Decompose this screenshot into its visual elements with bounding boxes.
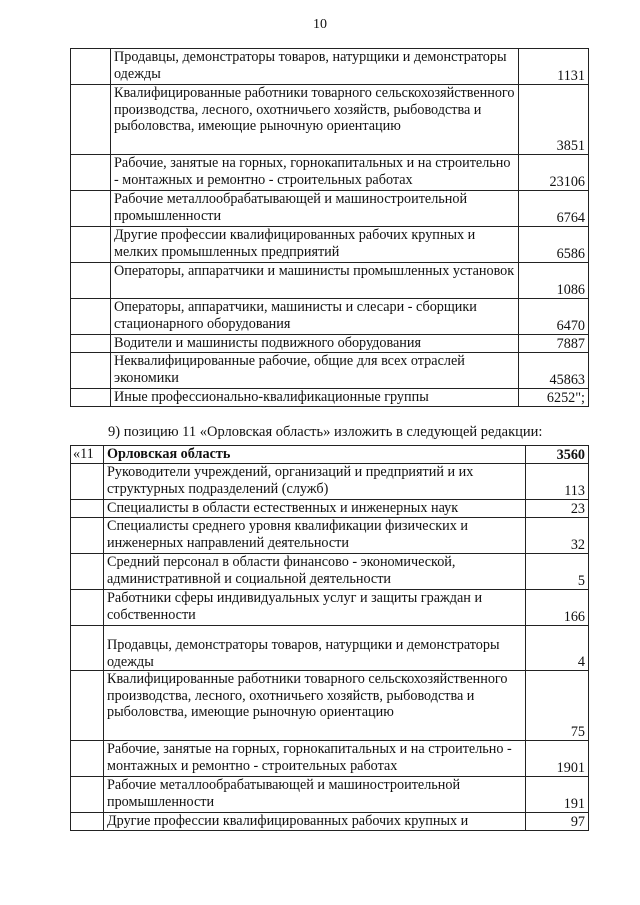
table-row bbox=[71, 263, 589, 299]
value-cell: 6252"; bbox=[519, 389, 589, 407]
occupation-cell: Операторы, аппаратчики, машинисты и слесари - сборщики стационарного оборудования bbox=[111, 299, 519, 335]
value-cell: 166 bbox=[526, 590, 589, 626]
occupation-cell: Операторы, аппаратчики и машинисты промышленных установок bbox=[111, 263, 519, 299]
table-row bbox=[71, 227, 589, 263]
occupation-cell: Специалисты среднего уровня квалификации физических и инженерных направлений деятельности bbox=[104, 518, 526, 554]
table-row bbox=[71, 155, 589, 191]
table1-body bbox=[71, 49, 589, 407]
occupation-cell: Рабочие металлообрабатывающей и машиностроительной промышленности bbox=[104, 777, 526, 813]
value-cell: 1901 bbox=[526, 741, 589, 777]
table-row bbox=[71, 85, 589, 155]
value-cell: 45863 bbox=[519, 353, 589, 389]
region-header-row bbox=[71, 446, 589, 464]
table-row bbox=[71, 777, 589, 813]
value-cell: 23106 bbox=[519, 155, 589, 191]
table-row bbox=[71, 389, 589, 407]
value-cell: 5 bbox=[526, 554, 589, 590]
value-cell: 97 bbox=[526, 813, 589, 831]
occupation-cell: Другие профессии квалифицированных рабочих крупных и мелких промышленных предприятий bbox=[111, 227, 519, 263]
table-row bbox=[71, 299, 589, 335]
occupation-cell: Водители и машинисты подвижного оборудования bbox=[111, 335, 519, 353]
value-cell: 6586 bbox=[519, 227, 589, 263]
occupation-cell: Иные профессионально-квалификационные группы bbox=[111, 389, 519, 407]
region-name: Орловская область bbox=[104, 446, 526, 464]
occupation-cell: Неквалифицированные рабочие, общие для всех отраслей экономики bbox=[111, 353, 519, 389]
orel-region-table bbox=[70, 445, 589, 831]
table-row bbox=[71, 626, 589, 671]
table-row bbox=[71, 554, 589, 590]
table-row bbox=[71, 741, 589, 777]
occupation-cell: Средний персонал в области финансово - экономической, административной и социальной деятельности bbox=[104, 554, 526, 590]
value-cell: 6764 bbox=[519, 191, 589, 227]
table-row bbox=[71, 335, 589, 353]
occupation-cell: Квалифицированные работники товарного сельскохозяйственного производства, лесного, охотничьего хозяйств, рыбоводства и рыболовства, имеющие рыночную ориентацию bbox=[104, 671, 526, 741]
value-cell: 75 bbox=[526, 671, 589, 741]
table-row bbox=[71, 590, 589, 626]
occupation-cell: Продавцы, демонстраторы товаров, натурщики и демонстраторы одежды bbox=[111, 49, 519, 85]
table2-body bbox=[71, 446, 589, 831]
occupation-cell: Квалифицированные работники товарного сельскохозяйственного производства, лесного, охотничьего хозяйств, рыбоводства и рыболовства, имеющие рыночную ориентацию bbox=[111, 85, 519, 155]
occupation-cell: Другие профессии квалифицированных рабочих крупных и bbox=[104, 813, 526, 831]
occupation-cell: Рабочие, занятые на горных, горнокапитальных и на строительно - монтажных и ремонтно - строительных работах bbox=[111, 155, 519, 191]
occupation-cell: Рабочие металлообрабатывающей и машиностроительной промышленности bbox=[111, 191, 519, 227]
value-cell: 6470 bbox=[519, 299, 589, 335]
region-code: «11 bbox=[71, 446, 104, 464]
table-row bbox=[71, 49, 589, 85]
value-cell: 113 bbox=[526, 464, 589, 500]
amendment-instruction: 9) позицию 11 «Орловская область» изложить в следующей редакции: bbox=[108, 424, 543, 440]
page-number: 10 bbox=[313, 17, 327, 32]
region-total: 3560 bbox=[526, 446, 589, 464]
table-row bbox=[71, 464, 589, 500]
value-cell: 3851 bbox=[519, 85, 589, 155]
value-cell: 32 bbox=[526, 518, 589, 554]
table-row bbox=[71, 500, 589, 518]
occupation-cell: Продавцы, демонстраторы товаров, натурщики и демонстраторы одежды bbox=[104, 626, 526, 671]
occupation-cell: Руководители учреждений, организаций и предприятий и их структурных подразделений (служб) bbox=[104, 464, 526, 500]
occupation-cell: Специалисты в области естественных и инженерных наук bbox=[104, 500, 526, 518]
table-row bbox=[71, 813, 589, 831]
value-cell: 1131 bbox=[519, 49, 589, 85]
table-row bbox=[71, 353, 589, 389]
table-row bbox=[71, 518, 589, 554]
occupation-cell: Работники сферы индивидуальных услуг и защиты граждан и собственности bbox=[104, 590, 526, 626]
table-row bbox=[71, 671, 589, 741]
value-cell: 191 bbox=[526, 777, 589, 813]
value-cell: 1086 bbox=[519, 263, 589, 299]
value-cell: 7887 bbox=[519, 335, 589, 353]
occupation-table-continued bbox=[70, 48, 589, 407]
table-row bbox=[71, 191, 589, 227]
occupation-cell: Рабочие, занятые на горных, горнокапитальных и на строительно - монтажных и ремонтно - строительных работах bbox=[104, 741, 526, 777]
value-cell: 23 bbox=[526, 500, 589, 518]
value-cell: 4 bbox=[526, 626, 589, 671]
